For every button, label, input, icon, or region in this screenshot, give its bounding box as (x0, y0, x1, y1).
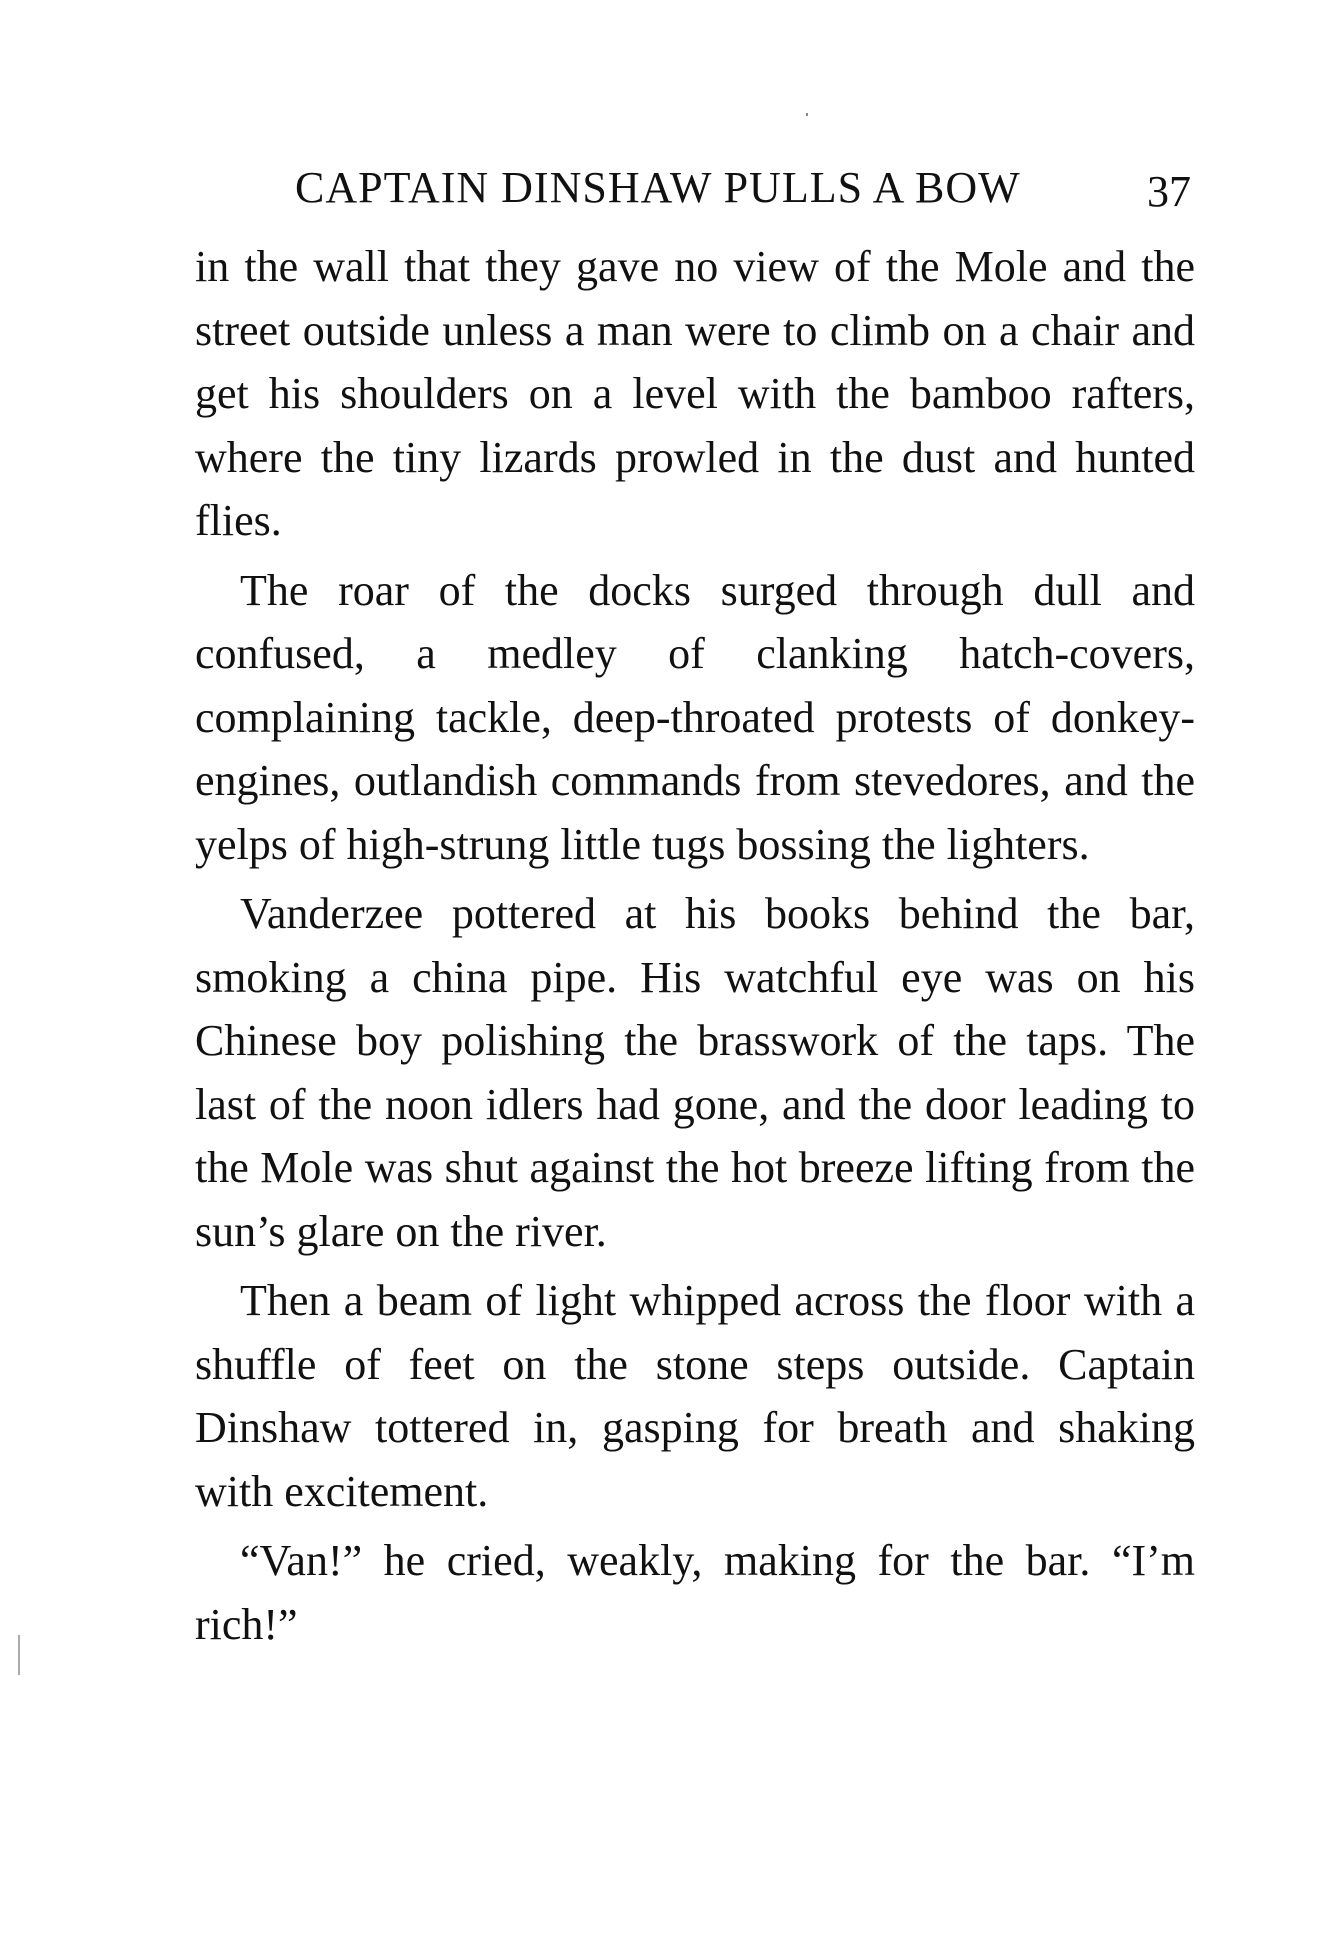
paragraph-dinshaw-enters: Then a beam of light whipped across the floor with a shuffle of feet on the stone steps outside. Captain Dinshaw tottered in, gasping for breath and shaking with excitement. (195, 1276, 1195, 1516)
running-head (195, 158, 1195, 218)
paragraph-dialogue: “Van!” he cried, weakly, making for the bar. “I’m rich!” (195, 1536, 1195, 1649)
page-number: 37 (1147, 167, 1191, 216)
paragraph-docks: The roar of the docks surged through dull and confused, a medley of clanking hatch-covers, complaining tackle, deep-throated protests of donkey-engines, outlandish commands from stevedores, and the yelps of high-strung little tugs bossing the lighters. (195, 565, 1195, 869)
scan-speck (18, 1635, 20, 1675)
body-text (195, 235, 1195, 1656)
scan-speck (806, 113, 808, 116)
running-title: CAPTAIN DINSHAW PULLS A BOW (295, 163, 1021, 212)
paragraph-continued: in the wall that they gave no view of the Mole and the street outside unless a man were to climb on a chair and get his shoulders on a level with the bamboo rafters, where the tiny lizards prowled in the dust and hunted flies. (195, 242, 1195, 545)
paragraph-vanderzee: Vanderzee pottered at his books behind the bar, smoking a china pipe. His watchful eye was on his Chinese boy polishing the brasswork of the taps. The last of the noon idlers had gone, and the door leading to the Mole was shut against the hot breeze lifting from the sun’s glare on the river. (195, 889, 1195, 1256)
